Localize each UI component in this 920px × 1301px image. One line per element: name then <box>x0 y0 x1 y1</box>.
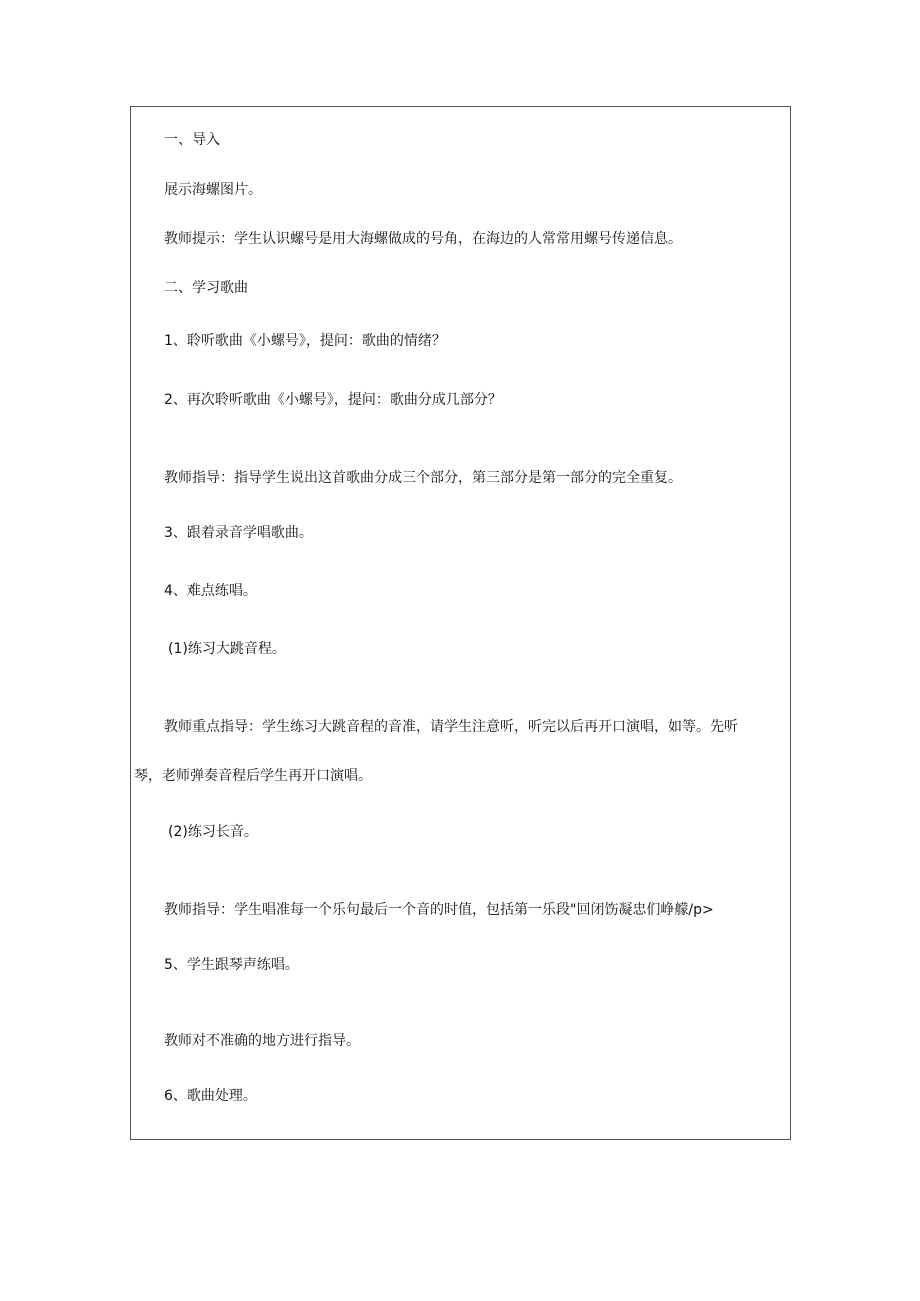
paragraph-key-guide: 教师重点指导：学生练习大跳音程的音准，请学生注意听，听完以后再开口演唱，如等。先听 <box>164 719 738 735</box>
paragraph-key-guide-continued: 琴，老师弹奏音程后学生再开口演唱。 <box>134 768 372 784</box>
content-frame <box>130 106 791 1140</box>
section-heading-learn-song: 二、学习歌曲 <box>164 280 248 296</box>
list-item-1: 1、聆听歌曲《小螺号》，提问：歌曲的情绪？ <box>164 333 446 349</box>
list-item-5: 5、学生跟琴声练唱。 <box>164 957 299 973</box>
list-item-6: 6、歌曲处理。 <box>164 1088 257 1104</box>
paragraph-correction: 教师对不准确的地方进行指导。 <box>164 1033 360 1049</box>
paragraph-teacher-guide: 教师指导：指导学生说出这首歌曲分成三个部分，第三部分是第一部分的完全重复。 <box>164 470 682 486</box>
list-item-4: 4、难点练唱。 <box>164 583 257 599</box>
paragraph-long-note-guide: 教师指导：学生唱准每一个乐句最后一个音的时值，包括第一乐段"回闭饬凝忠们峥艨/p> <box>164 902 714 918</box>
list-item-2: 2、再次聆听歌曲《小螺号》，提问：歌曲分成几部分？ <box>164 392 502 408</box>
paragraph-teacher-hint: 教师提示：学生认识螺号是用大海螺做成的号角，在海边的人常常用螺号传递信息。 <box>164 231 682 247</box>
section-heading-intro: 一、导入 <box>164 132 220 148</box>
paragraph-show-picture: 展示海螺图片。 <box>164 182 262 198</box>
sub-item-2: (2)练习长音。 <box>168 824 258 840</box>
list-item-3: 3、跟着录音学唱歌曲。 <box>164 525 313 541</box>
sub-item-1: (1)练习大跳音程。 <box>168 641 286 657</box>
